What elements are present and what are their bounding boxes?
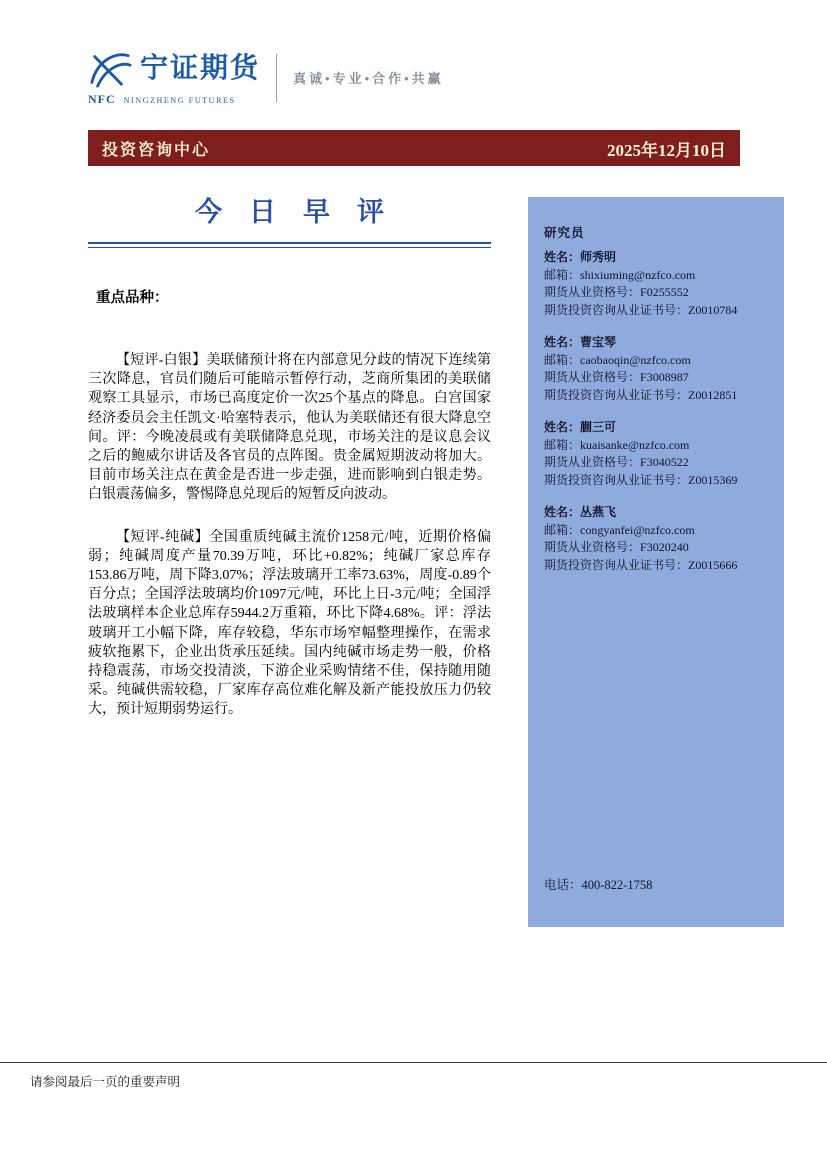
title-underline-thick [88,242,491,244]
field-label: 邮箱： [544,352,581,367]
logo-block [88,48,260,107]
researcher-certificate [544,387,772,405]
researcher-certificate [544,302,772,320]
field-label: 期货投资咨询从业证书号： [544,557,689,572]
field-value: F3008987 [640,370,689,384]
company-en-full: NINGZHENG FUTURES [123,96,236,105]
researcher-certificate [544,472,772,490]
researcher-qualification [544,284,772,302]
researcher-qualification [544,369,772,387]
footer-disclaimer: 请参阅最后一页的重要声明 [30,1075,181,1089]
field-value: Z0012851 [688,387,738,402]
field-value: Z0010784 [688,302,738,317]
field-value: 曹宝琴 [580,335,617,349]
field-value: F3020240 [640,540,689,554]
sidebar-heading: 研究员 [544,226,585,240]
logo-divider [276,54,277,102]
researcher-name [544,504,772,522]
field-value: kuaisanke@nzfco.com [580,437,690,452]
field-label: 期货从业资格号： [544,540,641,554]
report-date: 2025年12月10日 [607,140,726,160]
field-value: F0255552 [640,285,689,299]
phone-label: 电话： [544,878,582,892]
field-label: 期货投资咨询从业证书号： [544,387,689,402]
researcher-email [544,437,772,455]
researcher-qualification [544,454,772,472]
paragraph-soda-ash: 【短评-纯碱】全国重质纯碱主流价1258元/吨，近期价格偏弱；纯碱周度产量70.39万吨，环比+0.82%；纯碱厂家总库存153.86万吨，周下降3.07%；浮法玻璃开工率73.63%，周度-0.89个百分点；全国浮法玻璃均价1097元/吨，环比上日-3元/吨；全国浮法玻璃样本企业总库存5944.2万重箱，环比下降4.68%。评：浮法玻璃开工小幅下降，库存较稳，华东市场窄幅整理操作，在需求疲软拖累下，企业出货承压延续。国内纯碱市场走势一般，价格持稳震荡，市场交投清淡，下游企业采购情绪不佳，保持随用随采。纯碱供需较稳，厂家库存高位难化解及新产能投放压力仍较大，预计短期弱势运行。 [88,529,491,718]
company-name-cn: 宁证期货 [140,53,261,84]
researcher-name [544,334,772,352]
researcher-qualification [544,539,772,557]
logo-row [88,48,260,90]
phone-number: 400-822-1758 [581,878,653,892]
nfc-logo-icon [88,48,132,90]
company-name-en [88,92,260,107]
field-label: 姓名： [544,250,581,264]
department-title: 投资咨询中心 [102,141,211,159]
researcher-card [544,334,772,404]
company-slogan: 真诚•专业•合作•共赢 [293,71,444,86]
field-label: 期货投资咨询从业证书号： [544,472,689,487]
field-label: 期货从业资格号： [544,370,641,384]
field-label: 期货从业资格号： [544,285,641,299]
researcher-card [544,249,772,319]
researcher-name [544,249,772,267]
field-value: F3040522 [640,455,689,469]
page-title: 今 日 早 评 [195,197,384,227]
field-label: 姓名： [544,420,581,434]
field-value: 丛燕飞 [580,505,617,519]
researcher-card [544,419,772,489]
researcher-certificate [544,557,772,575]
field-value: 师秀明 [580,250,617,264]
field-value: Z0015666 [688,557,738,572]
section-heading: 重点品种： [96,290,169,306]
field-value: shixiuming@nzfco.com [580,267,696,282]
field-label: 邮箱： [544,267,581,282]
researchers-sidebar [528,197,784,927]
researcher-email [544,352,772,370]
researcher-card [544,504,772,574]
field-value: congyanfei@nzfco.com [580,522,695,537]
footer-divider [0,1062,827,1063]
field-label: 期货从业资格号： [544,455,641,469]
contact-phone [544,875,652,893]
department-banner [88,130,740,166]
field-label: 姓名： [544,505,581,519]
field-value: caobaoqin@nzfco.com [580,352,691,367]
field-value: Z0015369 [688,472,738,487]
field-value: 蒯三可 [580,420,617,434]
company-logo [88,48,444,107]
field-label: 期货投资咨询从业证书号： [544,302,689,317]
company-abbr: NFC [88,92,116,106]
field-label: 邮箱： [544,522,581,537]
title-underline-thin [88,247,491,248]
researcher-name [544,419,772,437]
researcher-email [544,267,772,285]
main-content [88,196,491,720]
field-label: 姓名： [544,335,581,349]
field-label: 邮箱： [544,437,581,452]
paragraph-silver: 【短评-白银】美联储预计将在内部意见分歧的情况下连续第三次降息，官员们随后可能暗示暂停行动，芝商所集团的美联储观察工具显示，市场已高度定价一次25个基点的降息。白宫国家经济委员会主任凯文·哈塞特表示，他认为美联储还有很大降息空间。评：今晚凌晨或有美联储降息兑现，市场关注的是议息会议之后的鲍威尔讲话及各官员的点阵图。贵金属短期波动将加大。目前市场关注点在黄金是否进一步走强，进而影响到白银走势。白银震荡偏多，警惕降息兑现后的短暂反向波动。 [88,353,491,503]
researcher-email [544,522,772,540]
